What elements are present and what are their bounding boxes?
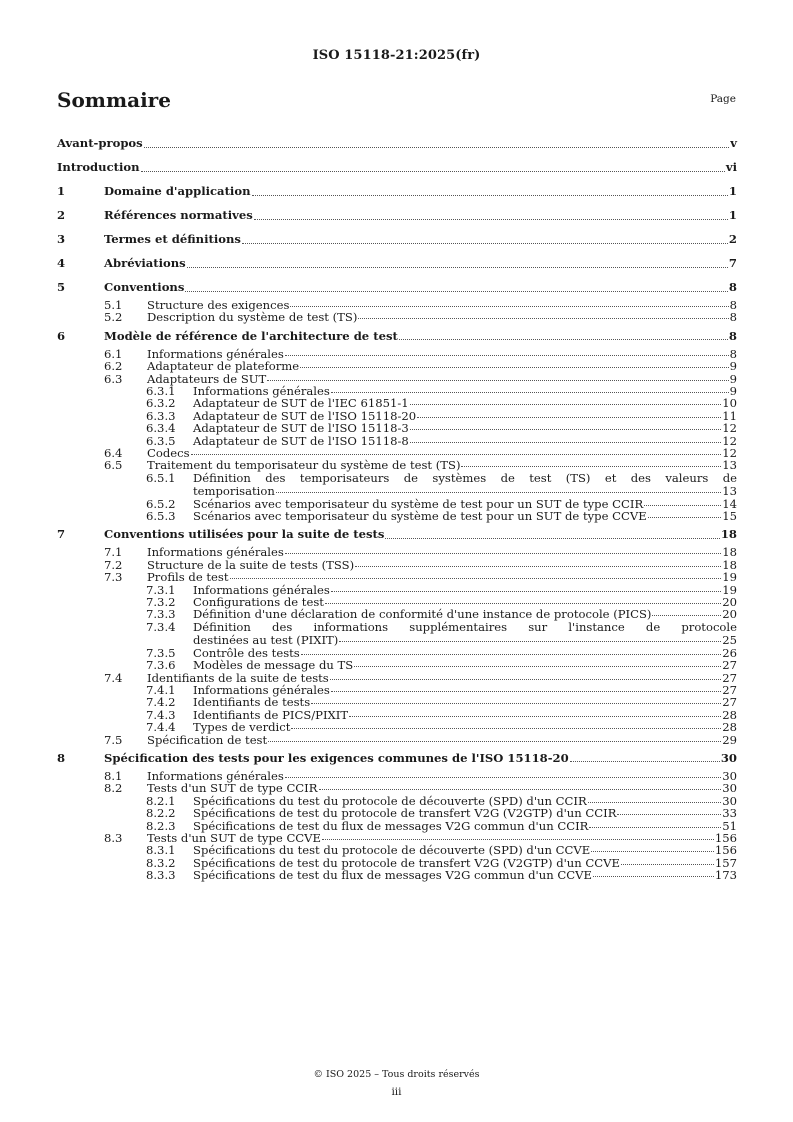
- toc-entry-page: 30: [720, 750, 737, 765]
- toc-entry-number: 5.1: [104, 298, 123, 312]
- dot-leader: [144, 147, 730, 148]
- toc-entry[interactable]: [57, 869, 737, 881]
- toc-entry-number: 8.2.1: [146, 793, 176, 808]
- toc-entry-number: 7.4.1: [146, 682, 176, 697]
- toc-entry-page: 30: [722, 768, 737, 783]
- toc-entry-number: 7.3.6: [146, 658, 176, 673]
- toc-entry-title: Informations générales: [147, 768, 284, 783]
- toc-entry-title: Spécifications du test du protocole de découverte (SPD) d'un CCVE: [193, 843, 591, 858]
- toc-entry[interactable]: [57, 227, 737, 251]
- toc-entry-title: Définition des informations supplémentaires sur l'instance de protocole: [193, 619, 737, 634]
- toc-entry-page: 14: [722, 496, 737, 511]
- toc-entry-title: Adaptateurs de SUT: [147, 371, 267, 386]
- dot-leader: [285, 777, 721, 778]
- dot-leader: [300, 367, 728, 368]
- toc-entry-title: Spécifications de test du flux de messages V2G commun d'un CCVE: [193, 868, 592, 883]
- toc-entry-number: 6.3.5: [146, 433, 176, 448]
- table-of-contents: [57, 131, 737, 881]
- dot-leader: [187, 267, 728, 268]
- toc-entry-title-continued: destinées au test (PIXIT): [193, 632, 339, 647]
- toc-entry[interactable]: [57, 179, 737, 203]
- toc-entry-page: 8: [728, 328, 737, 343]
- toc-entry-number: 6.3: [104, 371, 123, 386]
- toc-entry-page: 2: [728, 231, 737, 246]
- toc-entry-title: Structure de la suite de tests (TSS): [147, 557, 355, 572]
- toc-entry-title: Domaine d'application: [104, 183, 251, 198]
- toc-entry-page: 20: [722, 607, 737, 622]
- toc-entry-title: Types de verdict: [193, 720, 291, 735]
- toc-entry-number: 7.3.3: [146, 607, 176, 622]
- toc-entry-number: 7.1: [104, 545, 123, 560]
- toc-entry-number: 7.3.5: [146, 645, 176, 660]
- dot-leader: [242, 243, 728, 244]
- toc-entry-title: Spécifications du test du protocole de découverte (SPD) d'un CCIR: [193, 793, 587, 808]
- toc-entry-number: 5.2: [104, 310, 123, 325]
- dot-leader: [185, 291, 728, 292]
- toc-entry-page: 8: [728, 279, 737, 294]
- dot-leader: [285, 553, 721, 554]
- toc-entry-number: 4: [57, 255, 66, 270]
- dot-leader: [354, 666, 721, 667]
- toc-entry[interactable]: [57, 459, 737, 471]
- toc-entry-page: 51: [722, 818, 737, 833]
- toc-entry-number: 6.3.4: [146, 421, 176, 436]
- toc-entry-number: 3: [57, 231, 66, 246]
- toc-entry-title: Abréviations: [104, 255, 186, 270]
- toc-entry-title: Scénarios avec temporisateur du système de test pour un SUT de type CCIR: [193, 496, 644, 511]
- toc-entry-page: 15: [722, 509, 737, 524]
- dot-leader: [191, 454, 722, 455]
- toc-entry-page: 19: [722, 570, 737, 585]
- toc-entry-number: 6.4: [104, 445, 123, 460]
- toc-entry-number: 8.3.3: [146, 868, 176, 883]
- toc-entry-title: Traitement du temporisateur du système de test (TS): [147, 458, 461, 473]
- dot-leader: [276, 492, 721, 493]
- toc-entry[interactable]: [57, 510, 737, 522]
- toc-entry-page: 173: [714, 868, 737, 883]
- toc-entry-number: 8.2: [104, 781, 123, 796]
- toc-entry-page: 20: [722, 595, 737, 610]
- toc-entry-title: Avant-propos: [57, 135, 143, 150]
- toc-entry[interactable]: [57, 571, 737, 583]
- toc-entry-number: 7.4.4: [146, 720, 176, 735]
- toc-entry-title: Adaptateur de SUT de l'ISO 15118-8: [193, 433, 409, 448]
- toc-entry-number: 2: [57, 207, 66, 222]
- toc-entry-page: 1: [728, 207, 737, 222]
- toc-entry[interactable]: [57, 746, 737, 770]
- toc-entry-number: 6.5.3: [146, 509, 176, 524]
- toc-entry-page: 156: [714, 843, 737, 858]
- dot-leader: [570, 761, 720, 762]
- toc-entry-title: Informations générales: [193, 383, 330, 398]
- toc-entry-page: 30: [722, 781, 737, 796]
- toc-entry-title: Références normatives: [104, 207, 253, 222]
- toc-entry[interactable]: [57, 522, 737, 546]
- toc-entry-title: Informations générales: [147, 346, 284, 361]
- dot-leader: [410, 404, 722, 405]
- toc-entry-page: 27: [722, 695, 737, 710]
- dot-leader: [589, 827, 721, 828]
- toc-entry-title: Définition des temporisateurs de systèmes de test (TS) et des valeurs de: [193, 470, 737, 485]
- toc-entry-number: 8.3.1: [146, 843, 176, 858]
- toc-entry-number: 8: [57, 750, 66, 765]
- toc-entry-page: 29: [722, 732, 737, 747]
- toc-entry-page: 18: [720, 527, 737, 542]
- toc-entry-number: 6.3.3: [146, 408, 176, 423]
- toc-entry-page: 8: [729, 346, 737, 361]
- toc-entry-title: Tests d'un SUT de type CCVE: [147, 830, 322, 845]
- toc-entry-number: 7: [57, 527, 66, 542]
- toc-entry-page: 11: [722, 408, 737, 423]
- toc-entry-number: 6.5.1: [146, 470, 176, 485]
- toc-entry-page: 12: [722, 421, 737, 436]
- toc-entry-page: 13: [722, 458, 737, 473]
- toc-entry-page: 33: [722, 806, 737, 821]
- toc-entry-page: 19: [722, 582, 737, 597]
- toc-entry[interactable]: [57, 546, 737, 558]
- toc-entry-title: Informations générales: [193, 582, 330, 597]
- dot-leader: [291, 728, 721, 729]
- toc-entry-number: 6.3.1: [146, 383, 176, 398]
- toc-entry-page: 8: [729, 298, 737, 312]
- dot-leader: [417, 417, 721, 418]
- toc-entry-title: Spécifications de test du protocole de transfert V2G (V2GTP) d'un CCIR: [193, 806, 617, 821]
- toc-entry-page: 157: [714, 855, 737, 870]
- toc-entry-number: 1: [57, 183, 66, 198]
- toc-entry-title: Conventions: [104, 279, 185, 294]
- toc-entry[interactable]: [57, 360, 737, 372]
- toc-entry-number: 7.4: [104, 670, 123, 685]
- toc-entry-title: Modèles de message du TS: [193, 658, 354, 673]
- page-column-label: Page: [710, 93, 736, 105]
- toc-entry-page: 13: [722, 483, 737, 498]
- copyright-notice: © ISO 2025 – Tous droits réservés: [313, 1069, 480, 1080]
- toc-entry-title-continued: temporisation: [193, 483, 275, 498]
- toc-entry-page: 9: [729, 371, 737, 386]
- toc-entry-number: 7.2: [104, 557, 123, 572]
- toc-entry-number: 8.2.2: [146, 806, 176, 821]
- toc-entry-title: Termes et définitions: [104, 231, 241, 246]
- dot-leader: [141, 171, 725, 172]
- toc-entry-title: Informations générales: [193, 682, 330, 697]
- toc-entry-number: 7.3.1: [146, 582, 176, 597]
- toc-entry-title: Adaptateur de SUT de l'ISO 15118-20: [193, 408, 417, 423]
- toc-entry-page: 28: [722, 720, 737, 735]
- dot-leader: [268, 741, 721, 742]
- dot-leader: [588, 802, 722, 803]
- toc-entry-title: Informations générales: [147, 545, 284, 560]
- toc-entry[interactable]: [57, 155, 737, 179]
- toc-entry-title: Description du système de test (TS): [147, 310, 358, 325]
- toc-entry-page: 26: [722, 645, 737, 660]
- dot-leader: [410, 442, 721, 443]
- toc-entry-number: 7.3: [104, 570, 123, 585]
- toc-entry-number: 6: [57, 328, 66, 343]
- toc-entry-page: v: [730, 135, 737, 150]
- dot-leader: [617, 814, 721, 815]
- toc-entry[interactable]: [57, 324, 737, 348]
- dot-leader: [319, 789, 722, 790]
- toc-entry-title: Introduction: [57, 159, 140, 174]
- toc-entry-number: 7.4.2: [146, 695, 176, 710]
- toc-entry-number: 7.5: [104, 732, 123, 747]
- toc-entry-number: 6.1: [104, 346, 123, 361]
- toc-entry-page: 8: [729, 310, 737, 325]
- toc-entry-number: 6.3.2: [146, 396, 176, 411]
- toc-entry-page: 156: [714, 830, 737, 845]
- toc-entry-number: 8.3.2: [146, 855, 176, 870]
- dot-leader: [591, 851, 714, 852]
- toc-entry-number: 6.2: [104, 359, 123, 374]
- toc-entry-title: Spécification des tests pour les exigences communes de l'ISO 15118-20: [104, 750, 569, 765]
- toc-entry[interactable]: [57, 472, 737, 498]
- toc-title: Sommaire: [57, 88, 171, 112]
- toc-entry-title: Tests d'un SUT de type CCIR: [147, 781, 318, 796]
- toc-entry-page: 12: [722, 445, 737, 460]
- toc-entry-title: Identifiants de tests: [193, 695, 311, 710]
- toc-entry-title: Adaptateur de SUT de l'ISO 15118-3: [193, 421, 409, 436]
- dot-leader: [648, 517, 722, 518]
- toc-entry-title: Scénarios avec temporisateur du système de test pour un SUT de type CCVE: [193, 509, 647, 524]
- dot-leader: [385, 538, 719, 539]
- dot-leader: [621, 864, 714, 865]
- dot-leader: [331, 591, 721, 592]
- toc-entry-page: 27: [722, 682, 737, 697]
- toc-entry[interactable]: [57, 311, 737, 323]
- dot-leader: [593, 876, 714, 877]
- toc-entry-page: 9: [729, 383, 737, 398]
- toc-entry-page: 18: [722, 545, 737, 560]
- dot-leader: [349, 716, 721, 717]
- toc-entry-title: Profils de test: [147, 570, 229, 585]
- toc-entry-page: vi: [725, 159, 737, 174]
- dot-leader: [410, 429, 721, 430]
- dot-leader: [644, 505, 721, 506]
- toc-entry[interactable]: [57, 721, 737, 733]
- dot-leader: [339, 641, 721, 642]
- dot-leader: [355, 566, 721, 567]
- dot-leader: [399, 339, 728, 340]
- toc-entry-title: Identifiants de la suite de tests: [147, 670, 329, 685]
- toc-entry[interactable]: [57, 203, 737, 227]
- toc-entry-number: 8.2.3: [146, 818, 176, 833]
- toc-entry[interactable]: [57, 621, 737, 647]
- toc-entry-title: Configurations de test: [193, 595, 324, 610]
- dot-leader: [331, 392, 729, 393]
- toc-entry-title: Spécifications de test du protocole de transfert V2G (V2GTP) d'un CCVE: [193, 855, 620, 870]
- dot-leader: [322, 839, 714, 840]
- toc-entry[interactable]: [57, 422, 737, 434]
- toc-entry[interactable]: [57, 807, 737, 819]
- toc-entry-page: 10: [722, 396, 737, 411]
- toc-entry[interactable]: [57, 275, 737, 299]
- dot-leader: [230, 578, 722, 579]
- toc-entry-number: 7.3.4: [146, 619, 176, 634]
- toc-entry-title: Contrôle des tests: [193, 645, 300, 660]
- toc-entry-title: Conventions utilisées pour la suite de tests: [104, 527, 385, 542]
- toc-entry-title: Modèle de référence de l'architecture de test: [104, 328, 398, 343]
- toc-entry[interactable]: [57, 659, 737, 671]
- toc-entry[interactable]: [57, 131, 737, 155]
- toc-entry-title: Identifiants de PICS/PIXIT: [193, 707, 349, 722]
- dot-leader: [311, 703, 721, 704]
- toc-entry-page: 1: [728, 183, 737, 198]
- toc-entry[interactable]: [57, 397, 737, 409]
- toc-entry[interactable]: [57, 608, 737, 620]
- toc-entry-number: 7.4.3: [146, 707, 176, 722]
- toc-entry-number: 6.5: [104, 458, 123, 473]
- dot-leader: [267, 380, 728, 381]
- toc-entry-title: Structure des exigences: [147, 298, 290, 312]
- dot-leader: [325, 603, 721, 604]
- toc-entry-number: 8.3: [104, 830, 123, 845]
- toc-entry[interactable]: [57, 696, 737, 708]
- document-header: ISO 15118-21:2025(fr): [312, 48, 481, 63]
- toc-entry-title: Définition d'une déclaration de conformité d'une instance de protocole (PICS): [193, 607, 652, 622]
- toc-entry-page: 12: [722, 433, 737, 448]
- toc-entry-page: 25: [722, 632, 737, 647]
- toc-entry-page: 9: [729, 359, 737, 374]
- toc-entry-page: 18: [722, 557, 737, 572]
- toc-entry-number: 8.1: [104, 768, 123, 783]
- toc-entry-title: Spécifications de test du flux de messages V2G commun d'un CCIR: [193, 818, 589, 833]
- toc-entry-title: Adaptateur de plateforme: [147, 359, 300, 374]
- toc-entry-number: 5: [57, 279, 66, 294]
- toc-entry-page: 7: [728, 255, 737, 270]
- dot-leader: [652, 615, 721, 616]
- dot-leader: [285, 355, 729, 356]
- dot-leader: [331, 691, 721, 692]
- toc-entry[interactable]: [57, 251, 737, 275]
- page-number: iii: [391, 1086, 402, 1098]
- toc-entry-number: 6.5.2: [146, 496, 176, 511]
- dot-leader: [254, 219, 728, 220]
- toc-entry-title: Spécification de test: [147, 732, 268, 747]
- toc-entry-page: 28: [722, 707, 737, 722]
- toc-entry[interactable]: [57, 844, 737, 856]
- toc-entry-page: 30: [722, 793, 737, 808]
- toc-entry-number: 7.3.2: [146, 595, 176, 610]
- dot-leader: [301, 654, 721, 655]
- toc-entry-title: Adaptateur de SUT de l'IEC 61851-1: [193, 396, 409, 411]
- dot-leader: [252, 195, 728, 196]
- toc-entry[interactable]: [57, 734, 737, 746]
- toc-entry-title: Codecs: [147, 445, 190, 460]
- toc-entry-page: 27: [722, 658, 737, 673]
- dot-leader: [330, 679, 721, 680]
- toc-entry-page: 27: [722, 670, 737, 685]
- toc-entry[interactable]: [57, 782, 737, 794]
- dot-leader: [461, 466, 721, 467]
- dot-leader: [290, 306, 728, 307]
- dot-leader: [358, 318, 728, 319]
